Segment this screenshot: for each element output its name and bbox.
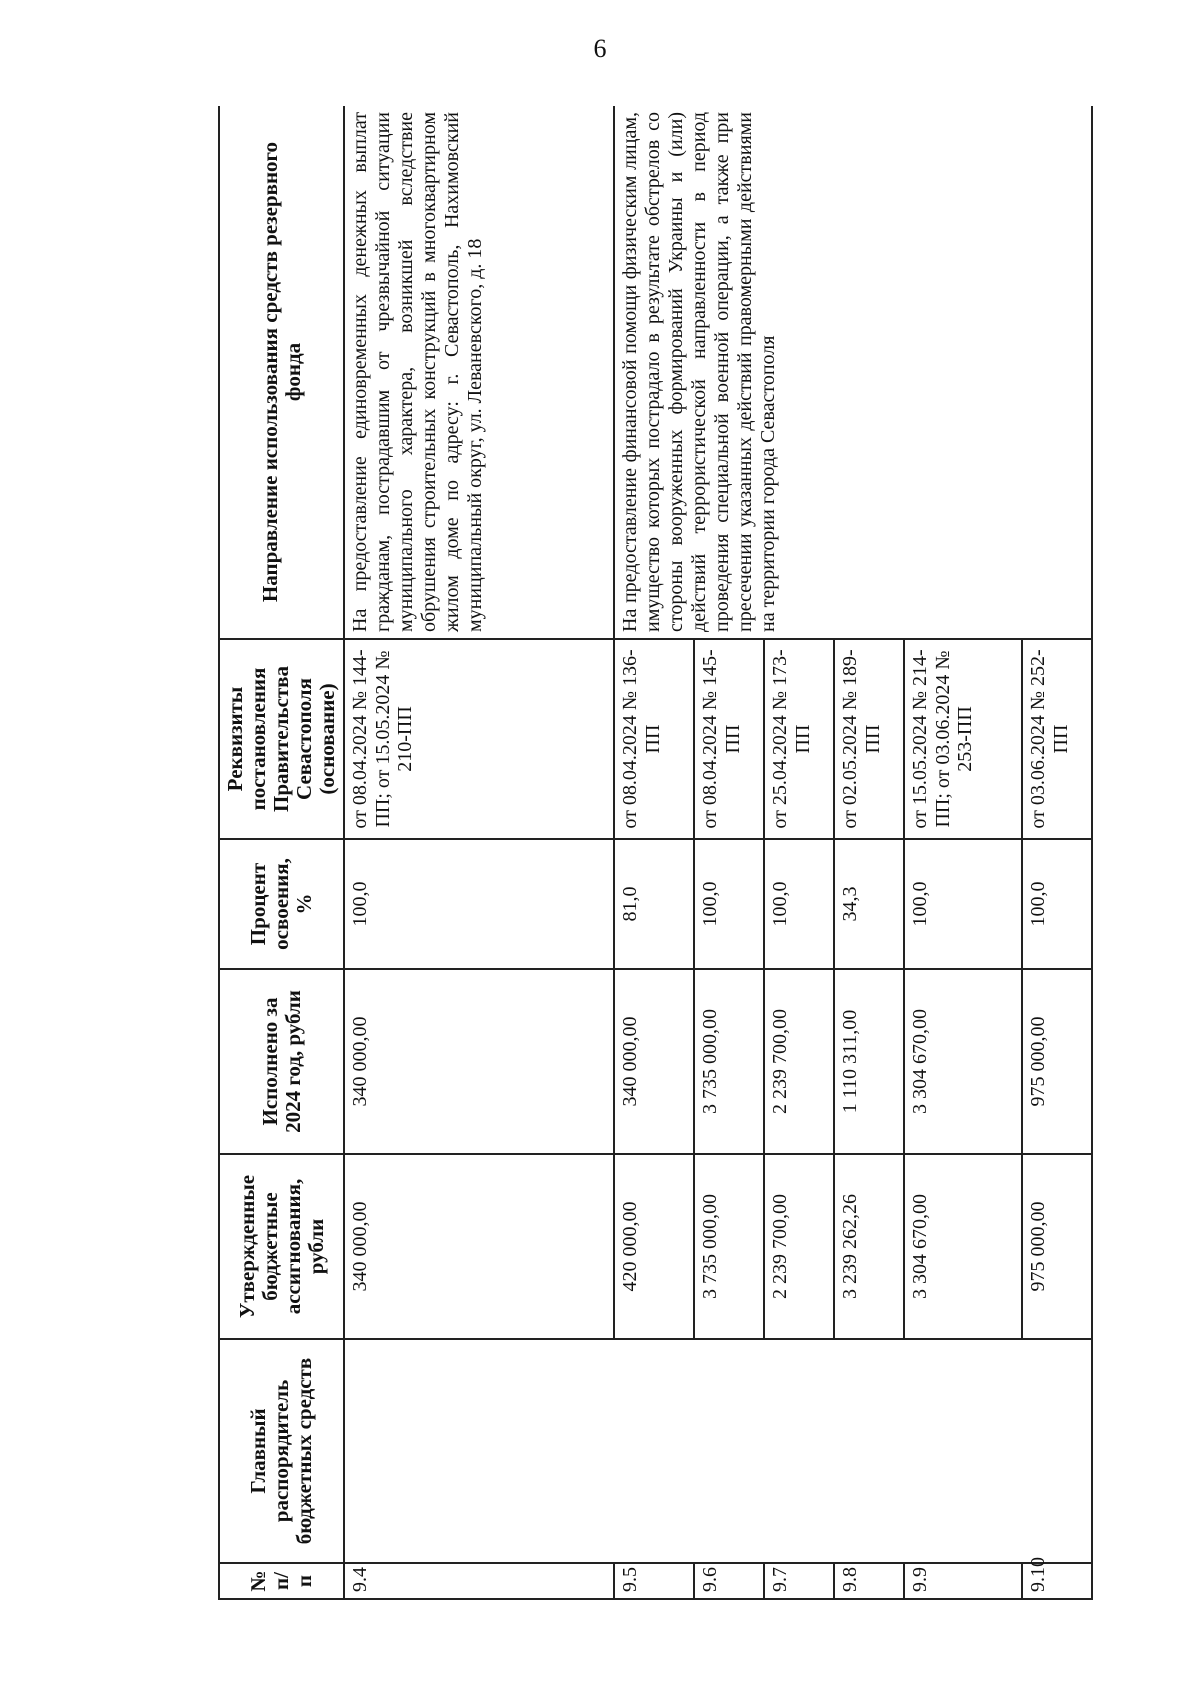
row-requisites: от 15.05.2024 № 214-ПП; от 03.06.2024 № 253-ПП [904,639,1022,839]
row-approved: 3 304 670,00 [904,1154,1022,1339]
header-requisites: Реквизиты постановления Правительства Севастополя (основание) [219,639,344,839]
row-executed: 340 000,00 [344,969,614,1154]
row-requisites: от 08.04.2024 № 144-ПП; от 15.05.2024 № 210-ПП [344,639,614,839]
row-approved: 340 000,00 [344,1154,614,1339]
row-num: 9.9 [904,1563,1022,1599]
row-manager [344,1339,1092,1563]
header-purpose: Направление использования средств резервного фонда [219,106,344,639]
row-purpose: На предоставление финансовой помощи физическим лицам, имущество которых пострадало в результате обстрелов со стороны вооруженных формирований Украины и (или) действий террористической направленности в период проведения специальной военной операции, а также при пресечении указанных действий правомерными действиями на территории города Севастополя [614,106,1092,639]
row-num: 9.4 [344,1563,614,1599]
row-executed: 3 735 000,00 [694,969,764,1154]
row-percent: 81,0 [614,839,694,969]
row-approved: 3 239 262,26 [834,1154,904,1339]
row-executed: 340 000,00 [614,969,694,1154]
row-percent: 100,0 [344,839,614,969]
header-num: № п/п [219,1563,344,1599]
row-requisites: от 03.06.2024 № 252-ПП [1022,639,1092,839]
page-number: 6 [593,34,607,63]
row-percent: 100,0 [764,839,834,969]
table-row [344,106,614,1599]
row-num: 9.6 [694,1563,764,1599]
header-manager: Главный распорядитель бюджетных средств [219,1339,344,1563]
row-approved: 975 000,00 [1022,1154,1092,1339]
row-percent: 100,0 [904,839,1022,969]
row-approved: 3 735 000,00 [694,1154,764,1339]
row-num: 9.10 [1022,1563,1092,1599]
row-percent: 34,3 [834,839,904,969]
row-percent: 100,0 [694,839,764,969]
row-purpose: На предоставление единовременных денежных выплат гражданам, пострадавшим от чрезвычайной ситуации муниципального характера, возникшей вследствие обрушения строительных конструкций в многоквартирном жилом доме по адресу: г. Севастополь, Нахимовский муниципальный округ, ул. Леваневского, д. 18 [344,106,614,639]
row-num: 9.5 [614,1563,694,1599]
row-approved: 420 000,00 [614,1154,694,1339]
rotated-table-frame [218,106,1140,1600]
row-executed: 3 304 670,00 [904,969,1022,1154]
table-header-row [219,106,344,1599]
row-requisites: от 25.04.2024 № 173-ПП [764,639,834,839]
row-executed: 975 000,00 [1022,969,1092,1154]
row-requisites: от 02.05.2024 № 189-ПП [834,639,904,839]
row-requisites: от 08.04.2024 № 136-ПП [614,639,694,839]
row-num: 9.8 [834,1563,904,1599]
header-approved: Утвержденные бюджетные ассигнования, рубли [219,1154,344,1339]
header-executed: Исполнено за 2024 год, рубли [219,969,344,1154]
row-percent: 100,0 [1022,839,1092,969]
reserve-fund-table [218,106,1093,1600]
row-requisites: от 08.04.2024 № 145-ПП [694,639,764,839]
row-executed: 2 239 700,00 [764,969,834,1154]
rotated-table-container [218,106,1140,1600]
header-percent: Процент освоения, % [219,839,344,969]
row-num: 9.7 [764,1563,834,1599]
row-approved: 2 239 700,00 [764,1154,834,1339]
row-executed: 1 110 311,00 [834,969,904,1154]
